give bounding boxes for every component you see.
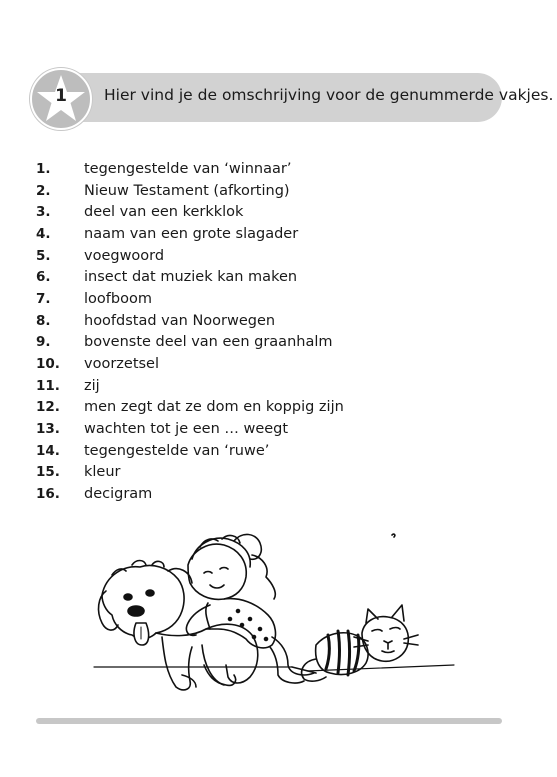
clue-text: men zegt dat ze dom en koppig zijn (84, 399, 344, 416)
clue-number: 5. (36, 247, 51, 264)
instruction-text: Hier vind je de omschrijving voor de genummerde vakjes. (104, 86, 554, 104)
list-item (36, 158, 344, 180)
clue-text: voegwoord (84, 247, 165, 264)
list-item (36, 332, 344, 354)
star-number-badge (30, 68, 92, 130)
girl-dog-cat-illustration (92, 525, 462, 705)
section-number: 1 (55, 86, 67, 106)
clue-text: decigram (84, 486, 153, 503)
list-item (36, 288, 344, 310)
clue-text: Nieuw Testament (afkorting) (84, 182, 290, 199)
clue-number: 16. (36, 486, 60, 503)
clue-text: bovenste deel van een graanhalm (84, 334, 333, 351)
list-item (36, 201, 344, 223)
clue-text: deel van een kerkklok (84, 204, 244, 221)
list-item (36, 375, 344, 397)
clue-number: 7. (36, 290, 51, 307)
list-item (36, 266, 344, 288)
clue-number: 12. (36, 399, 60, 416)
clue-text: wachten tot je een … weegt (84, 421, 289, 438)
clue-text: tegengestelde van ‘winnaar’ (84, 160, 292, 177)
clue-number: 8. (36, 312, 51, 329)
clue-text: loofboom (84, 290, 152, 307)
list-item (36, 180, 344, 202)
clue-number: 4. (36, 225, 51, 242)
clue-number: 10. (36, 356, 60, 373)
clue-number: 9. (36, 334, 51, 351)
clue-number: 13. (36, 421, 60, 438)
clue-text: kleur (84, 464, 121, 481)
clue-number: 6. (36, 269, 51, 286)
list-item (36, 440, 344, 462)
list-item (36, 483, 344, 505)
clue-list (36, 158, 344, 505)
clue-text: voorzetsel (84, 356, 160, 373)
clue-number: 11. (36, 377, 60, 394)
clue-text: tegengestelde van ‘ruwe’ (84, 442, 270, 459)
clue-number: 2. (36, 182, 51, 199)
footer-divider (36, 718, 502, 724)
clue-text: naam van een grote slagader (84, 225, 299, 242)
clue-text: insect dat muziek kan maken (84, 269, 298, 286)
clue-number: 14. (36, 442, 60, 459)
list-item (36, 223, 344, 245)
list-item (36, 462, 344, 484)
list-item (36, 418, 344, 440)
clue-number: 1. (36, 160, 51, 177)
list-item (36, 310, 344, 332)
clue-number: 15. (36, 464, 60, 481)
list-item (36, 245, 344, 267)
list-item (36, 353, 344, 375)
list-item (36, 397, 344, 419)
clue-text: hoofdstad van Noorwegen (84, 312, 276, 329)
clue-text: zij (84, 377, 100, 394)
clue-number: 3. (36, 204, 51, 221)
